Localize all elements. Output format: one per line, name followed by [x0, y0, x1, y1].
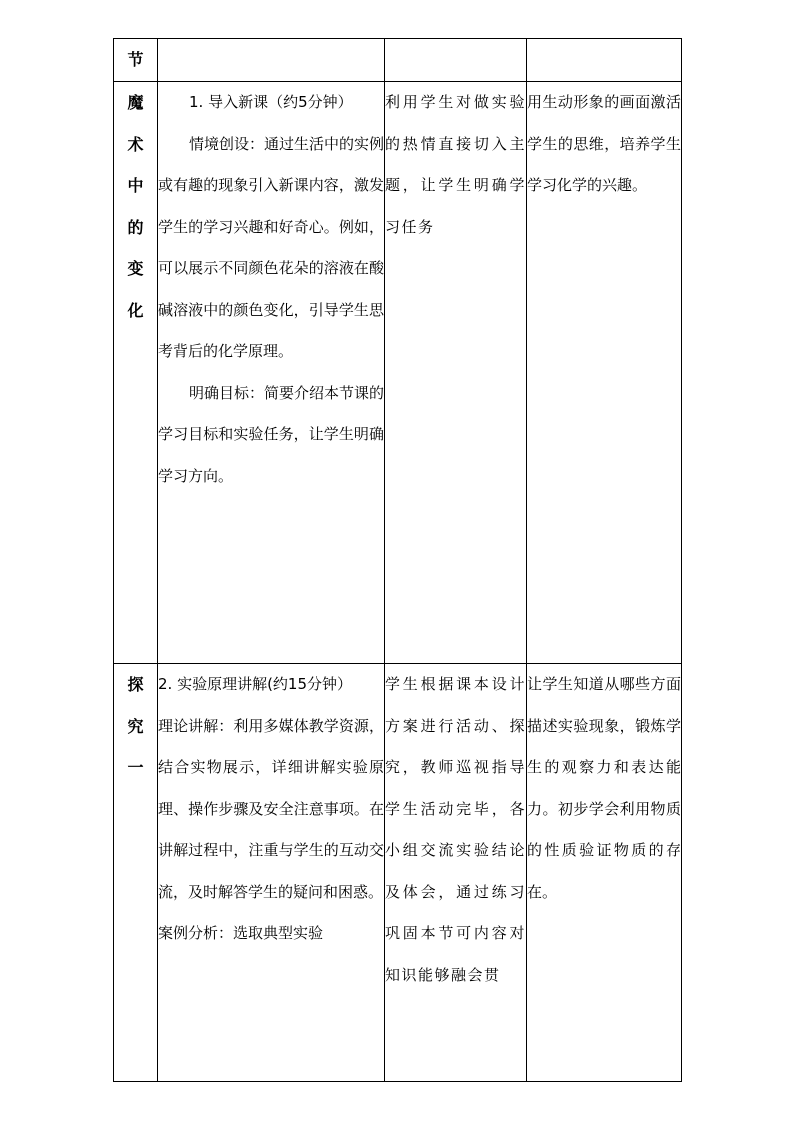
- step-heading: 2. 实验原理讲解(约15分钟）: [158, 675, 353, 693]
- section-title-char: 魔: [127, 93, 144, 112]
- teaching-process-cell: [158, 82, 385, 664]
- table-row: [114, 82, 682, 664]
- process-paragraph: 案例分析：选取典型实验: [158, 924, 324, 942]
- teaching-process-cell: [158, 664, 385, 1082]
- empty-cell: [385, 39, 527, 82]
- section-title-char: 究: [127, 716, 144, 736]
- student-activity-cell: 利用学生对做实验的热情直接切入主题，让学生明确学习任务: [385, 82, 527, 664]
- section-title-char: 变: [127, 259, 144, 278]
- empty-cell: [527, 39, 682, 82]
- design-intent-cell: 用生动形象的画面激活学生的思维，培养学生学习化学的兴趣。: [527, 82, 682, 664]
- process-paragraph: 情境创设：通过生活中的实例或有趣的现象引入新课内容，激发学生的学习兴趣和好奇心。例如，可以展示不同颜色花朵的溶液在酸碱溶液中的颜色变化，引导学生思考背后的化学原理。: [158, 134, 385, 360]
- student-activity-cell: 学生根据课本设计方案进行活动、探究，教师巡视指导学生活动完毕，各小组交流实验结论及体会，通过练习巩固本节可内容对知识能够融会贯: [385, 664, 527, 1082]
- step-heading: 1. 导入新课（约5分钟）: [189, 93, 353, 111]
- section-title-char: 中: [127, 176, 144, 195]
- section-title-char: 化: [127, 300, 144, 320]
- empty-cell: [158, 39, 385, 82]
- process-paragraph: 理论讲解：利用多媒体教学资源，结合实物展示，详细讲解实验原理、操作步骤及安全注意事项。在讲解过程中，注重与学生的互动交流，及时解答学生的疑问和困惑。: [158, 716, 384, 901]
- lesson-plan-table: [113, 38, 682, 1082]
- section-title-char: 一: [127, 758, 144, 777]
- section-title-char: 探: [127, 675, 144, 694]
- table-row: [114, 664, 682, 1082]
- section-title-cell: [114, 664, 158, 1082]
- process-paragraph: 明确目标：简要介绍本节课的学习目标和实验任务，让学生明确学习方向。: [158, 383, 385, 485]
- design-intent-cell: 让学生知道从哪些方面描述实验现象，锻炼学生的观察力和表达能力。初步学会利用物质的性质验证物质的存在。: [527, 664, 682, 1082]
- section-title-char: 术: [127, 134, 144, 154]
- section-title-char: 的: [127, 217, 144, 237]
- table-row-header-tail: [114, 39, 682, 82]
- section-title-cell: [114, 82, 158, 664]
- section-cell: 节: [114, 39, 158, 82]
